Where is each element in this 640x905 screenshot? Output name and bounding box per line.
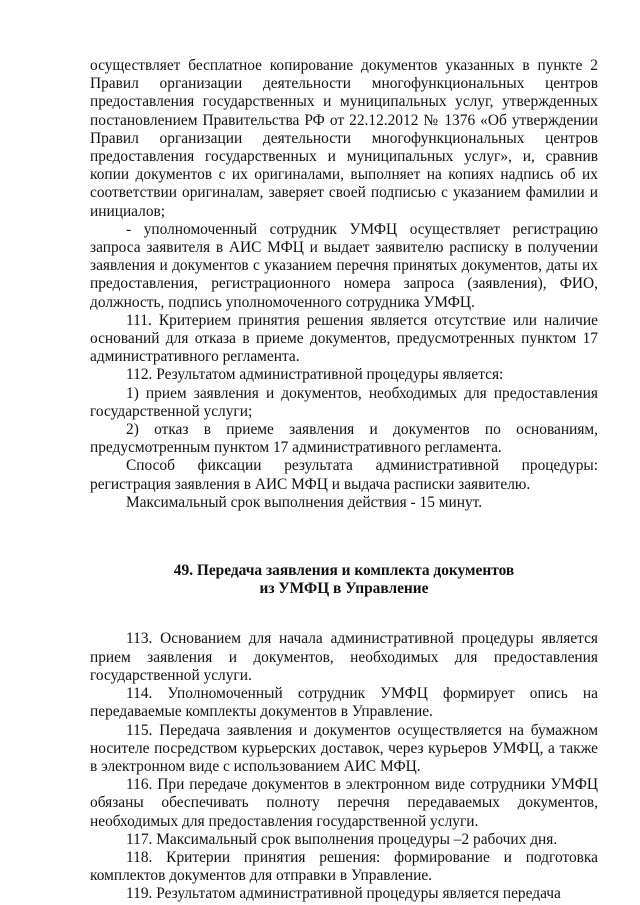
paragraph-max-duration: Максимальный срок выполнения действия - 15 минут.	[126, 493, 483, 511]
paragraph-118: 118. Критерии принятия решения: формирование и подготовка комплектов документов для отправки в Управление.	[90, 848, 598, 885]
section-heading-line-1: 49. Передача заявления и комплекта документов	[173, 562, 515, 580]
spacer	[90, 598, 598, 630]
paragraph-114: 114. Уполномоченный сотрудник УМФЦ формирует опись на передаваемые комплекты документов в Управление.	[90, 685, 598, 721]
paragraph-copying: осуществляет бесплатное копирование документов указанных в пункте 2 Правил организации деятельности многофункциональных центров предоставления государственных и муниципальных услуг, утвержденных постановлением Правительства РФ от 22.12.2012 № 1376 «Об утверждении Правил организации деятельности многофункциональных центров предоставления государственных и муниципальных услуг», и, сравнив копии документов с их оригиналами, выполняет на копиях надпись об их соответствии оригиналам, заверяет своей подписью с указанием фамилии и инициалов;	[90, 57, 598, 220]
paragraph-112-item-1: 1) прием заявления и документов, необходимых для предоставления государственной услуги;	[90, 384, 598, 420]
paragraph-117: 117. Максимальный срок выполнения процедуры –2 рабочих дня.	[126, 830, 558, 848]
spacer	[90, 512, 598, 562]
paragraph-fixation-method: Способ фиксации результата административной процедуры: регистрация заявления в АИС МФЦ и выдача расписки заявителю.	[90, 457, 598, 493]
paragraph-112-item-2: 2) отказ в приеме заявления и документов по основаниям, предусмотренным пунктом 17 административного регламента.	[90, 421, 598, 457]
paragraph-119: 119. Результатом административной процедуры является передача	[126, 885, 561, 903]
section-heading	[90, 562, 598, 598]
paragraph-113: 113. Основанием для начала административной процедуры является прием заявления и документов, необходимых для предоставления государственной услуги.	[90, 630, 598, 684]
document-body	[90, 57, 598, 904]
paragraph-116: 116. При передаче документов в электронном виде сотрудники УМФЦ обязаны обеспечивать полноту перечня передаваемых документов, необходимых для предоставления государственной услуги.	[90, 776, 598, 830]
paragraph-111: 111. Критерием принятия решения является отсутствие или наличие оснований для отказа в приеме документов, предусмотренных пунктом 17 административного регламента.	[90, 311, 598, 366]
paragraph-115: 115. Передача заявления и документов осуществляется на бумажном носителе посредством курьерских доставок, через курьеров УМФЦ, а также в электронном виде с использованием АИС МФЦ.	[90, 721, 598, 775]
paragraph-112: 112. Результатом административной процедуры является:	[126, 366, 504, 384]
paragraph-registration: - уполномоченный сотрудник УМФЦ осуществляет регистрацию запроса заявителя в АИС МФЦ и выдает заявителю расписку в получении заявления и документов с указанием перечня принятых документов, даты их предоставления, регистрационного номера запроса (заявления), ФИО, должность, подпись уполномоченного сотрудника УМФЦ.	[90, 220, 598, 311]
section-heading-line-2: из УМФЦ в Управление	[259, 580, 429, 598]
